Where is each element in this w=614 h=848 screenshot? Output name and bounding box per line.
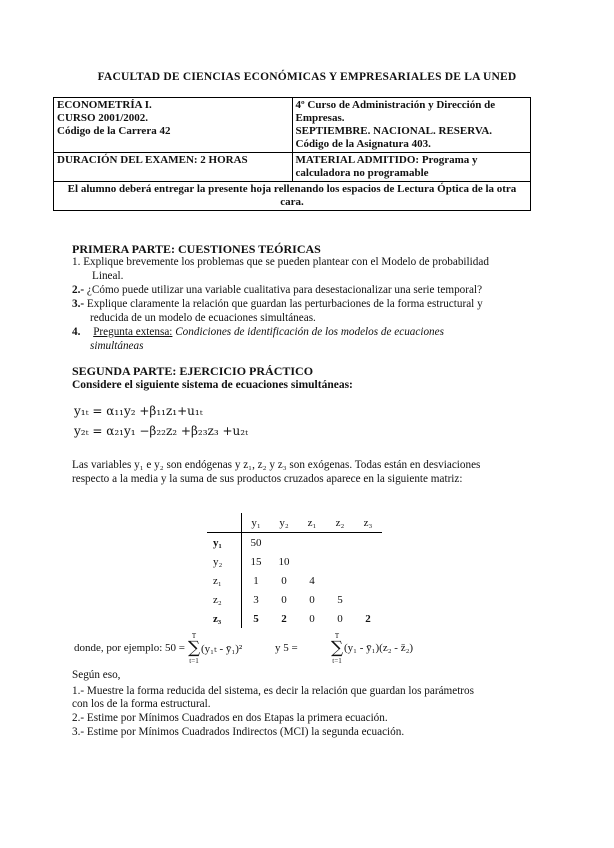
- matrix-cell: [354, 590, 382, 609]
- question-4-text-line2: simultáneas: [90, 340, 144, 352]
- question-3-text-line1: Explique claramente la relación que guardan las perturbaciones de la forma estructural y: [86, 298, 483, 310]
- matrix-row: [207, 571, 382, 590]
- task-2-text: Estime por Mínimos Cuadrados en dos Etapas la primera ecuación.: [86, 712, 388, 724]
- task-3: [72, 725, 542, 739]
- matrix-cell: 50: [250, 536, 262, 549]
- part1-heading: PRIMERA PARTE: CUESTIONES TEÓRICAS: [72, 242, 321, 256]
- matrix-cell: 3: [253, 593, 259, 606]
- matrix-col-header: z₃: [354, 513, 382, 533]
- question-4-number: 4.: [72, 326, 81, 338]
- matrix-cell: [354, 571, 382, 590]
- subject-code: Código de la Asignatura 403.: [295, 138, 431, 150]
- matrix-col-header: y₁: [242, 513, 271, 533]
- question-4-text-line1: Condiciones de identificación de los modelos de ecuaciones: [172, 326, 444, 338]
- matrix-row-label: z₂: [207, 590, 242, 609]
- faculty-title: FACULTAD DE CIENCIAS ECONÓMICAS Y EMPRESARIALES DE LA UNED: [97, 71, 517, 83]
- task-2: [72, 711, 542, 725]
- matrix-row: [207, 590, 382, 609]
- matrix-cell: [270, 533, 298, 553]
- matrix-row: [207, 533, 382, 553]
- program-info-cell: [292, 98, 531, 153]
- matrix-row-label: z₁: [207, 571, 242, 590]
- matrix-cell: 0: [281, 574, 287, 587]
- question-1-text-line2: Lineal.: [92, 270, 124, 282]
- task-1-text-line2: con los de la forma estructural.: [72, 698, 211, 710]
- exam-header-table: [53, 97, 531, 211]
- example-mid: y 5 =: [275, 642, 298, 654]
- summation-2-body: (y₁ - ȳ₁)(z₂ - z̄₂): [344, 642, 414, 654]
- matrix-cell: [354, 533, 382, 553]
- summation-1-upper: T: [191, 632, 197, 640]
- matrix-row-label: y₁: [207, 533, 242, 553]
- matrix-col-header: z₂: [326, 513, 354, 533]
- question-3: [72, 298, 532, 311]
- matrix-cell: [354, 552, 382, 571]
- matrix-cell: [326, 533, 354, 553]
- matrix-cell: 15: [250, 555, 262, 568]
- summation-2: [331, 632, 343, 665]
- matrix-cell: 0: [281, 593, 287, 606]
- matrix-cell: 5: [253, 612, 259, 625]
- task-3-number: 3.-: [72, 726, 85, 738]
- program-line-2: Empresas.: [295, 112, 345, 124]
- task-2-number: 2.-: [72, 712, 85, 724]
- matrix-row: [207, 552, 382, 571]
- duration-cell: DURACIÓN DEL EXAMEN: 2 HORAS: [54, 153, 293, 182]
- matrix-row: [207, 609, 382, 628]
- matrix-cell: 0: [337, 612, 343, 625]
- part2-heading: SEGUNDA PARTE: EJERCICIO PRÁCTICO: [72, 364, 314, 378]
- summation-1-sigma: ∑: [188, 638, 201, 658]
- material-cell: [292, 153, 531, 182]
- material-text: Programa y calculadora no programable: [295, 154, 478, 179]
- program-line-1: 4º Curso de Administración y Dirección de: [295, 99, 496, 111]
- question-2-num: 2.-: [72, 284, 85, 296]
- matrix-cell: 1: [253, 574, 259, 587]
- matrix-row-label: z₃: [207, 609, 242, 628]
- cross-products-matrix: [207, 513, 382, 628]
- matrix-cell: 2: [365, 612, 371, 625]
- task-1: [72, 684, 542, 698]
- matrix-col-header: z₁: [298, 513, 326, 533]
- task-1-number: 1.-: [72, 685, 85, 697]
- matrix-row-label: y₂: [207, 552, 242, 571]
- question-4: [72, 326, 532, 339]
- equation-2: y₂ₜ = α₂₁y₁ −β₂₂z₂ +β₂₃z₃ +u₂ₜ: [74, 424, 249, 438]
- equation-1: y₁ₜ = α₁₁y₂ +β₁₁z₁+u₁ₜ: [74, 404, 203, 418]
- matrix-cell: 5: [337, 593, 343, 606]
- summation-1: [188, 632, 200, 665]
- variables-line-1: Las variables y₁ e y₂ son endógenas y z₁, z₂ y z₃ son exógenas. Todas están en desviaciones: [72, 459, 481, 471]
- question-2-text: ¿Cómo puede utilizar una variable cualitativa para desestacionalizar una serie temporal?: [86, 284, 483, 296]
- career-code: Código de la Carrera 42: [57, 125, 171, 137]
- summation-2-lower: t=1: [332, 657, 342, 665]
- course-info-cell: [54, 98, 293, 153]
- task-3-text: Estime por Mínimos Cuadrados Indirectos (MCI) la segunda ecuación.: [86, 726, 405, 738]
- matrix-cell: 4: [309, 574, 315, 587]
- matrix-cell: 0: [309, 593, 315, 606]
- question-1-number: 1.: [72, 256, 81, 268]
- matrix-cell: [326, 552, 354, 571]
- course-year: CURSO 2001/2002.: [57, 112, 149, 124]
- matrix-cell: [326, 571, 354, 590]
- matrix-col-header: y₂: [270, 513, 298, 533]
- matrix-cell: 10: [278, 555, 290, 568]
- notice-cell: El alumno deberá entregar la presente hoja rellenando los espacios de Lectura Óptica de la otra cara.: [54, 182, 531, 211]
- variables-line-2: respecto a la media y la suma de sus productos cruzados aparece en la siguiente matriz:: [72, 473, 463, 485]
- matrix-cell: [298, 552, 326, 571]
- summation-1-lower: t=1: [189, 657, 199, 665]
- part2-subheading: Considere el siguiente sistema de ecuaciones simultáneas:: [72, 379, 353, 391]
- course-name: ECONOMETRÍA I.: [57, 99, 152, 111]
- question-2: [72, 284, 532, 297]
- summation-2-upper: T: [334, 632, 340, 640]
- matrix-cell: 0: [309, 612, 315, 625]
- matrix-header-row: [207, 513, 382, 533]
- summation-2-sigma: ∑: [331, 638, 344, 658]
- matrix-corner: [207, 513, 242, 533]
- material-label: MATERIAL ADMITIDO:: [295, 154, 420, 166]
- matrix-cell: [298, 533, 326, 553]
- question-4-label: Pregunta extensa:: [93, 326, 173, 338]
- example-prefix: donde, por ejemplo: 50 =: [74, 642, 185, 654]
- question-1-text-line1: Explique brevemente los problemas que se pueden plantear con el Modelo de probabilidad: [83, 256, 489, 268]
- question-3-number: 3.-: [72, 298, 85, 310]
- task-1-text-line1: Muestre la forma reducida del sistema, es decir la relación que guardan los parámetros: [86, 685, 474, 697]
- session-line: SEPTIEMBRE. NACIONAL. RESERVA.: [295, 125, 493, 137]
- according-text: Según eso,: [72, 669, 121, 681]
- matrix-cell: 2: [281, 612, 287, 625]
- question-1: [72, 256, 532, 269]
- question-3-text-line2: reducida de un modelo de ecuaciones simultáneas.: [90, 312, 316, 324]
- summation-1-body: (y₁ₜ - ȳ₁)²: [201, 643, 243, 655]
